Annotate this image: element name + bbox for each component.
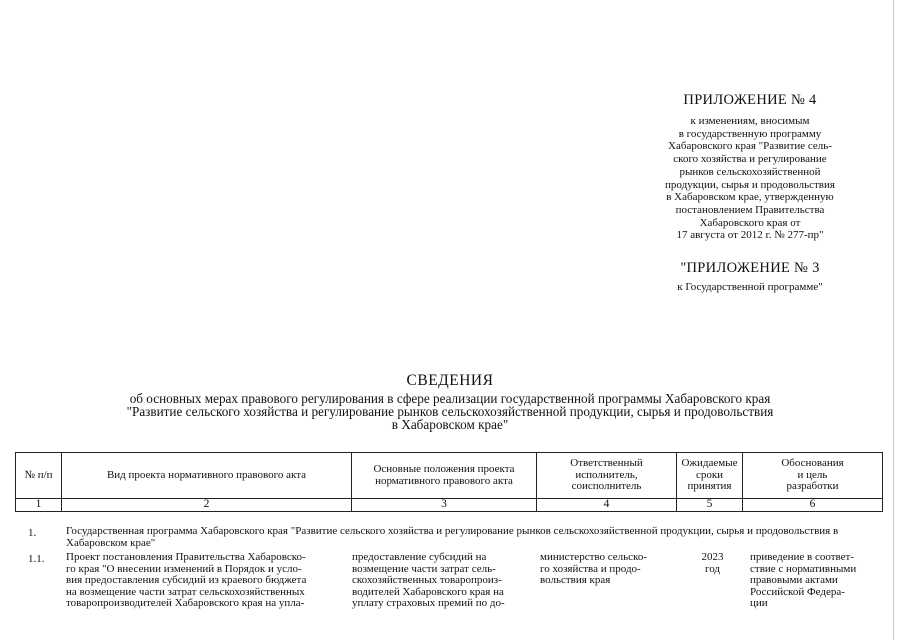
- number-cell: 4: [537, 499, 677, 512]
- row-1-1-justification: приведение в соответ- ствие с нормативными правовыми актами Российской Федера- ции: [750, 551, 857, 609]
- number-cell: 2: [62, 499, 352, 512]
- table-number-row: [16, 499, 883, 512]
- row-1-text: Государственная программа Хабаровского края "Развитие сельского хозяйства и регулирование рынков сельскохозяйственной продукции, сырья и продовольствия в Хабаровском крае": [66, 525, 839, 549]
- measures-table: [15, 452, 883, 512]
- header-cell: Ожидаемые сроки принятия: [677, 453, 743, 499]
- row-1-1-provisions: предоставление субсидий на возмещение части затрат сель- скохозяйственных товаропроиз- водителей Хабаровского края на уплату страховых премий по до-: [352, 551, 505, 609]
- document-subtitle: об основных мерах правового регулирования в сфере реализации государственной программы Хабаровского края "Развитие сельского хозяйства и регулирование рынков сельскохозяйственной продукции, сырья и продовольствия в Хабаровском крае": [126, 391, 774, 433]
- number-cell: 5: [677, 499, 743, 512]
- number-cell: 3: [352, 499, 537, 512]
- header-cell: № п/п: [16, 453, 62, 499]
- appendix-block: [640, 92, 860, 294]
- appendix-text: к изменениям, вносимым в государственную программу Хабаровского края "Развитие сель- ского хозяйства и регулирование рынков сельскохозяйственной продукции, сырья и продовольствия в Хабаровском крае, утвержденную постановлением Правительства Хабаровского края от 17 августа от 2012 г. № 277-пр": [665, 115, 835, 242]
- header-cell: Вид проекта нормативного правового акта: [62, 453, 352, 499]
- header-cell: Ответственный исполнитель, соисполнитель: [537, 453, 677, 499]
- header-cell: Обоснования и цель разработки: [743, 453, 883, 499]
- number-cell: 1: [16, 499, 62, 512]
- table-header-row: [16, 453, 883, 499]
- appendix-title: ПРИЛОЖЕНИЕ № 4: [683, 92, 817, 108]
- appendix-title-2: "ПРИЛОЖЕНИЕ № 3: [680, 260, 820, 277]
- appendix-text-2: к Государственной программе": [677, 281, 823, 294]
- document-title: СВЕДЕНИЯ: [406, 372, 494, 389]
- row-1-1-number: 1.1.: [28, 553, 45, 565]
- header-cell: Основные положения проекта нормативного правового акта: [352, 453, 537, 499]
- row-1-1-act-type: Проект постановления Правительства Хабаровско- го края "О внесении изменений в Порядок и усло- вия предоставления субсидий из краевого бюджета на возмещение части затрат сельскохозяйственных товаропроизводителей Хабаровского края на упла-: [66, 551, 307, 609]
- page-edge-line: [893, 0, 894, 640]
- number-cell: 6: [743, 499, 883, 512]
- row-1-1-deadline: 2023 год: [701, 551, 724, 575]
- row-1-1-executor: министерство сельско- го хозяйства и продо- вольствия края: [540, 551, 647, 586]
- row-1-number: 1.: [28, 527, 37, 539]
